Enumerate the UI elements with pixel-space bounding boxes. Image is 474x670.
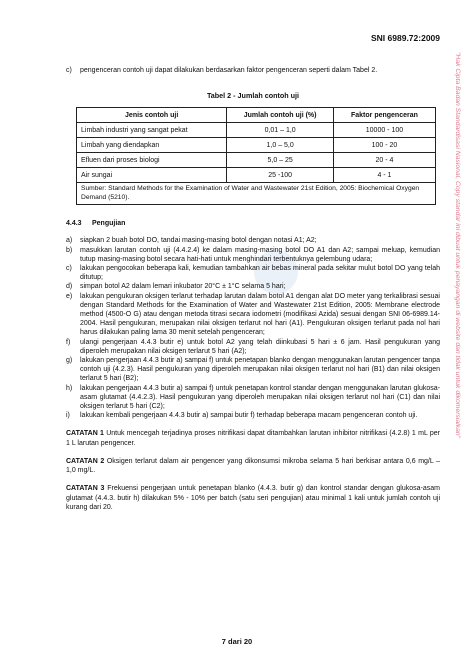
list-item	[66, 384, 440, 412]
table-header-cell: Jumlah contoh uji (%)	[227, 108, 334, 123]
list-item	[66, 292, 440, 338]
table-cell: Limbah yang diendapkan	[77, 138, 227, 153]
table-cell: 5,0 – 25	[227, 153, 334, 168]
table-cell: 0,01 – 1,0	[227, 123, 334, 138]
copyright-watermark: "Hak Cipta Badan Standardisasi Nasional, Copy standar ini dibuat untuk penayangan di website dan tidak untuk dikomersialkan"	[454, 52, 461, 439]
section-title: Pengujian	[92, 220, 126, 228]
section-heading	[66, 219, 440, 228]
list-item-text: siapkan 2 buah botol DO, tandai masing-masing botol dengan notasi A1; A2;	[80, 237, 317, 245]
list-item-label: i)	[66, 412, 70, 420]
note-text: Untuk mencegah terjadinya proses nitrifikasi dapat ditambahkan larutan inhibitor nitrifikasi (4.2.8) 1 mL per 1 L larutan pengencer.	[66, 430, 440, 447]
intro-text: pengenceran contoh uji dapat dilakukan berdasarkan faktor pengenceran seperti dalam Tabel 2.	[80, 67, 378, 74]
table-header-cell: Jenis contoh uji	[77, 108, 227, 123]
note-tag: CATATAN 1	[66, 430, 104, 438]
list-item-text: masukkan larutan contoh uji (4.4.2.4) ke dalam masing-masing botol DO A1 dan A2; sampai meluap, kemudian tutup masing-masing botol secara hati-hati untuk menghindari terbentuknya gelembung udara;	[80, 246, 440, 263]
list-item-label: f)	[66, 338, 71, 346]
table-title: Tabel 2 - Jumlah contoh uji	[206, 91, 300, 101]
table-source-row	[77, 183, 436, 205]
table-row	[77, 153, 436, 168]
list-item-text: lakukan pengukuran oksigen terlarut terhadap larutan dalam botol A1 dengan alat DO meter yang terkalibrasi sesuai dengan Standard Methods for the Examination of Water and Wastewater 21st Edition, 2005: Membrane electrode method (4500-O G) atau dengan metoda titrasi secara iodometri (modifikasi Azida) sesuai dengan SNI 06-6989.14-2004. Hasil pengukuran, merupakan nilai oksigen terlarut nol hari (A1). Pengukuran oksigen terlarut pada nol hari harus dilakukan paling lama 30 menit setelah pengenceran;	[80, 292, 440, 337]
list-item	[66, 282, 440, 291]
list-item-text: simpan botol A2 dalam lemari inkubator 20°C ± 1°C selama 5 hari;	[80, 283, 286, 291]
list-item-label: d)	[66, 283, 73, 291]
note-1	[66, 429, 440, 447]
list-item-text: lakukan pengerjaan 4.4.3 butir a) sampai f) untuk penetapan blanko dengan menggunakan larutan pengencer tanpa contoh uji (4.2.3). Hasil pengukuran yang diperoleh merupakan nilai oksigen terlarut nol hari (B1) dan nilai oksigen terlarut 5 hari (B2);	[80, 357, 440, 383]
procedure-list	[66, 236, 440, 420]
list-item-label: b)	[66, 246, 73, 254]
table-row	[77, 138, 436, 153]
list-item-label: e)	[66, 292, 73, 300]
list-item	[66, 246, 440, 264]
list-item-text: lakukan kembali pengerjaan 4.4.3 butir a) sampai butir f) terhadap beberapa macam pengenceran contoh uji.	[80, 412, 418, 420]
note-3	[66, 484, 440, 512]
list-item	[66, 356, 440, 384]
note-tag: CATATAN 2	[66, 457, 105, 465]
table-header-cell: Faktor pengenceran	[333, 108, 435, 123]
standard-number: SNI 6989.72:2009	[371, 33, 440, 43]
table-cell: 25 -100	[227, 168, 334, 183]
intro-label: c)	[66, 67, 72, 74]
note-tag: CATATAN 3	[66, 485, 105, 493]
list-item	[66, 264, 440, 282]
table-cell: 100 - 20	[333, 138, 435, 153]
list-item-text: lakukan pengocokan beberapa kali, kemudian tambahkan air bebas mineral pada sekitar mulut botol DO yang telah ditutup;	[80, 265, 440, 282]
table-source: Sumber: Standard Methods for the Examination of Water and Wastewater 21st Edition, 2005: Biochemical Oxygen Demand (5210).	[77, 183, 436, 205]
list-item-text: lakukan pengerjaan 4.4.3 butir a) sampai f) untuk penetapan kontrol standar dengan menggunakan larutan glukosa-asam glutamat (4.4.2.3). Hasil pengukuran yang diperoleh merupakan nilai oksigen terlarut nol hari (C1) dan nilai oksigen terlarut 5 hari (C2);	[80, 384, 440, 411]
page-content	[66, 66, 440, 512]
table-cell: 20 - 4	[333, 153, 435, 168]
table-cell: 4 - 1	[333, 168, 435, 183]
table-header-row	[77, 108, 436, 123]
intro-item	[66, 66, 440, 75]
list-item	[66, 411, 440, 420]
list-item-label: g)	[66, 357, 73, 365]
list-item-text: ulangi pengerjaan 4.4.3 butir e) untuk botol A2 yang telah diinkubasi 5 hari ± 6 jam. Hasil pengukuran yang diperoleh merupakan nilai oksigen terlarut 5 hari (A2);	[80, 338, 440, 355]
table-row	[77, 168, 436, 183]
list-item	[66, 236, 440, 245]
list-item-label: a)	[66, 237, 73, 245]
section-number: 4.4.3	[66, 220, 82, 228]
note-text: Oksigen terlarut dalam air pengencer yang dikonsumsi mikroba selama 5 hari berkisar antara 0,6 mg/L – 1,0 mg/L.	[66, 457, 440, 475]
table-row	[77, 123, 436, 138]
list-item-label: c)	[66, 265, 72, 273]
note-text: Frekuensi pengerjaan untuk penetapan blanko (4.4.3. butir g) dan kontrol standar dengan glukosa-asam glutamat (4.4.3. butir h) dilakukan 5% - 10% per batch (satu seri pengujian) atau minimal 1 kali untuk jumlah contoh uji kurang dari 20.	[66, 485, 440, 511]
page-number: 7 dari 20	[221, 637, 253, 646]
table-cell: 10000 - 100	[333, 123, 435, 138]
list-item-label: h)	[66, 384, 73, 392]
table-cell: Air sungai	[77, 168, 227, 183]
table-cell: 1,0 – 5,0	[227, 138, 334, 153]
list-item	[66, 338, 440, 356]
table-cell: Limbah industri yang sangat pekat	[77, 123, 227, 138]
table-cell: Efluen dari proses biologi	[77, 153, 227, 168]
note-2	[66, 457, 440, 475]
sample-table	[76, 107, 436, 205]
